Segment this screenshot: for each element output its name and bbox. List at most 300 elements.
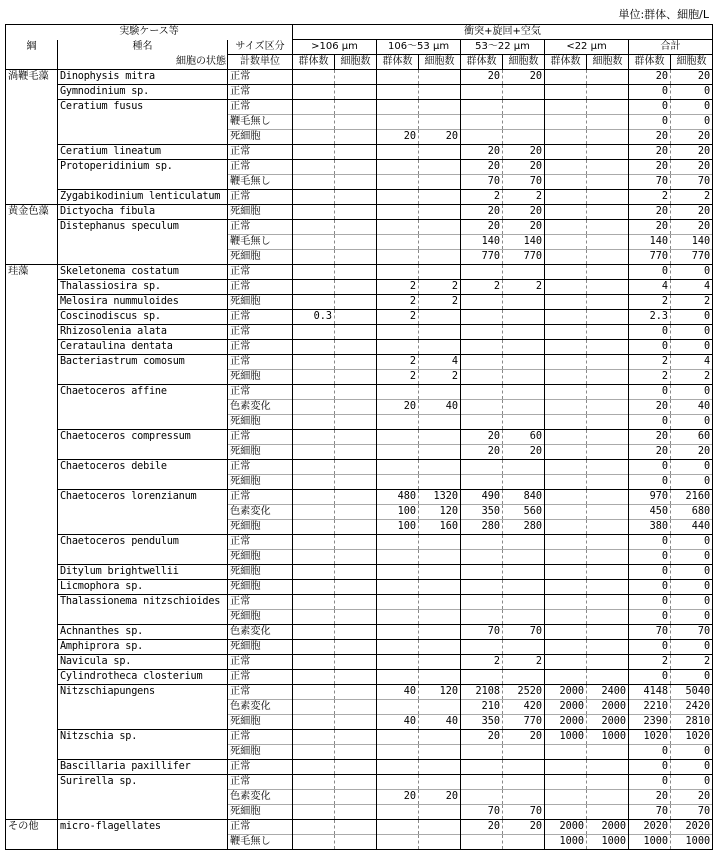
colonies-cell xyxy=(545,565,587,580)
class-cell xyxy=(6,400,58,415)
colonies-cell xyxy=(293,220,335,235)
table-row xyxy=(6,820,713,835)
cells-cell xyxy=(419,760,461,775)
colonies-cell: 70 xyxy=(629,805,671,820)
species-cell: Cylindrotheca closterium xyxy=(58,670,228,685)
cells-cell: 1000 xyxy=(671,835,713,850)
colonies-cell: 20 xyxy=(461,145,503,160)
class-cell xyxy=(6,385,58,400)
species-cell: Cerataulina dentata xyxy=(58,340,228,355)
colonies-cell: 2 xyxy=(629,370,671,385)
colonies-cell xyxy=(377,100,419,115)
table-row xyxy=(6,805,713,820)
cells-cell: 70 xyxy=(671,805,713,820)
class-cell xyxy=(6,655,58,670)
colonies-cell xyxy=(461,775,503,790)
colonies-cell: 0 xyxy=(629,775,671,790)
state-cell: 死細胞 xyxy=(228,610,293,625)
colonies-cell xyxy=(545,790,587,805)
table-row xyxy=(6,565,713,580)
colonies-cell xyxy=(377,85,419,100)
colonies-cell xyxy=(377,550,419,565)
table-row xyxy=(6,295,713,310)
colonies-cell xyxy=(377,475,419,490)
cells-cell: 2000 xyxy=(587,700,629,715)
colonies-cell xyxy=(461,295,503,310)
cells-cell: 0 xyxy=(671,760,713,775)
colonies-cell xyxy=(293,805,335,820)
colonies-cell xyxy=(377,115,419,130)
colonies-cell xyxy=(377,565,419,580)
cells-cell: 0 xyxy=(671,340,713,355)
colonies-cell xyxy=(293,655,335,670)
class-cell xyxy=(6,280,58,295)
species-cell xyxy=(58,415,228,430)
colonies-cell xyxy=(545,235,587,250)
colonies-cell xyxy=(461,670,503,685)
cells-cell xyxy=(419,205,461,220)
cells-cell xyxy=(503,460,545,475)
state-cell: 正常 xyxy=(228,655,293,670)
colonies-cell: 20 xyxy=(461,205,503,220)
class-cell xyxy=(6,415,58,430)
species-cell: Chaetoceros debile xyxy=(58,460,228,475)
colonies-cell: 350 xyxy=(461,505,503,520)
cells-cell xyxy=(335,160,377,175)
cells-cell: 20 xyxy=(671,790,713,805)
colonies-cell xyxy=(545,115,587,130)
cells-cell xyxy=(419,85,461,100)
cells-cell xyxy=(419,580,461,595)
cells-cell: 20 xyxy=(671,70,713,85)
colonies-cell xyxy=(293,760,335,775)
cells-cell xyxy=(587,355,629,370)
colonies-header: 群体数 xyxy=(293,55,335,70)
table-row xyxy=(6,190,713,205)
colonies-cell xyxy=(293,385,335,400)
colonies-cell: 2 xyxy=(377,370,419,385)
species-cell: Navicula sp. xyxy=(58,655,228,670)
cells-header: 細胞数 xyxy=(335,55,377,70)
colonies-cell: 0 xyxy=(629,460,671,475)
cells-cell xyxy=(335,355,377,370)
colonies-cell xyxy=(377,535,419,550)
cells-cell xyxy=(503,400,545,415)
colonies-cell xyxy=(461,85,503,100)
cells-cell: 2 xyxy=(671,190,713,205)
colonies-cell xyxy=(293,790,335,805)
species-cell: Chaetoceros lorenzianum xyxy=(58,490,228,505)
colonies-cell xyxy=(293,775,335,790)
cells-cell xyxy=(503,85,545,100)
cells-cell xyxy=(503,415,545,430)
table-row xyxy=(6,520,713,535)
colonies-cell xyxy=(545,745,587,760)
colonies-cell xyxy=(545,355,587,370)
colonies-cell xyxy=(293,325,335,340)
colonies-cell: 20 xyxy=(629,130,671,145)
species-cell xyxy=(58,805,228,820)
table-row xyxy=(6,580,713,595)
species-cell: Thalassiosira sp. xyxy=(58,280,228,295)
cells-cell xyxy=(503,340,545,355)
species-cell: Ceratium lineatum xyxy=(58,145,228,160)
cells-cell: 1020 xyxy=(671,730,713,745)
colonies-cell xyxy=(545,595,587,610)
cells-cell xyxy=(587,130,629,145)
colonies-cell xyxy=(293,340,335,355)
cells-cell: 770 xyxy=(503,715,545,730)
table-row xyxy=(6,835,713,850)
colonies-cell xyxy=(377,235,419,250)
colonies-cell xyxy=(293,565,335,580)
class-cell xyxy=(6,145,58,160)
table-row xyxy=(6,550,713,565)
state-cell: 正常 xyxy=(228,730,293,745)
cells-cell: 0 xyxy=(671,565,713,580)
colonies-cell: 490 xyxy=(461,490,503,505)
cells-cell xyxy=(335,730,377,745)
table-row xyxy=(6,310,713,325)
table-row xyxy=(6,385,713,400)
colonies-cell xyxy=(377,730,419,745)
species-cell xyxy=(58,400,228,415)
cells-cell xyxy=(503,265,545,280)
cells-cell: 0 xyxy=(671,310,713,325)
cells-cell: 20 xyxy=(503,145,545,160)
species-cell: Chaetoceros compressum xyxy=(58,430,228,445)
colonies-cell xyxy=(545,310,587,325)
class-cell xyxy=(6,310,58,325)
class-cell xyxy=(6,640,58,655)
cells-cell xyxy=(503,130,545,145)
cells-cell xyxy=(503,535,545,550)
colonies-cell: 0 xyxy=(629,580,671,595)
cells-cell xyxy=(419,595,461,610)
cells-cell xyxy=(335,295,377,310)
colonies-cell xyxy=(293,460,335,475)
colonies-cell xyxy=(461,550,503,565)
table-row xyxy=(6,685,713,700)
cells-cell xyxy=(335,520,377,535)
table-row xyxy=(6,640,713,655)
table-row xyxy=(6,130,713,145)
state-cell: 色素変化 xyxy=(228,505,293,520)
colonies-cell xyxy=(293,70,335,85)
colonies-cell: 20 xyxy=(629,145,671,160)
table-row xyxy=(6,490,713,505)
cells-cell xyxy=(587,250,629,265)
colonies-cell xyxy=(545,370,587,385)
cells-cell: 2020 xyxy=(671,820,713,835)
species-cell xyxy=(58,715,228,730)
class-cell xyxy=(6,100,58,115)
colonies-cell: 70 xyxy=(461,805,503,820)
state-cell: 鞭毛無し xyxy=(228,235,293,250)
cells-cell: 20 xyxy=(503,160,545,175)
cells-cell: 840 xyxy=(503,490,545,505)
colonies-cell xyxy=(461,790,503,805)
cells-cell xyxy=(503,325,545,340)
class-cell xyxy=(6,760,58,775)
state-cell: 正常 xyxy=(228,760,293,775)
colonies-cell: 2108 xyxy=(461,685,503,700)
table-row xyxy=(6,265,713,280)
species-header: 種名 xyxy=(58,40,228,55)
cells-cell xyxy=(587,550,629,565)
cells-cell: 2420 xyxy=(671,700,713,715)
class-cell xyxy=(6,160,58,175)
species-cell xyxy=(58,745,228,760)
table-row xyxy=(6,430,713,445)
colonies-header: 群体数 xyxy=(629,55,671,70)
cells-cell xyxy=(503,580,545,595)
colonies-cell xyxy=(377,610,419,625)
cells-cell xyxy=(419,325,461,340)
cells-cell: 70 xyxy=(503,625,545,640)
colonies-cell xyxy=(377,805,419,820)
cells-cell xyxy=(335,610,377,625)
cells-cell: 20 xyxy=(503,220,545,235)
cells-cell xyxy=(335,85,377,100)
state-cell: 正常 xyxy=(228,100,293,115)
cells-cell xyxy=(503,385,545,400)
colonies-cell: 450 xyxy=(629,505,671,520)
colonies-cell: 70 xyxy=(461,175,503,190)
table-row xyxy=(6,70,713,85)
cells-cell xyxy=(335,370,377,385)
colonies-cell xyxy=(377,745,419,760)
cells-cell: 60 xyxy=(503,430,545,445)
table-row xyxy=(6,535,713,550)
cells-cell xyxy=(419,265,461,280)
cells-cell xyxy=(335,670,377,685)
cells-cell: 0 xyxy=(671,535,713,550)
species-cell xyxy=(58,610,228,625)
species-cell xyxy=(58,520,228,535)
class-cell xyxy=(6,190,58,205)
phytoplankton-table xyxy=(5,24,713,850)
cells-cell xyxy=(503,835,545,850)
colonies-cell xyxy=(293,745,335,760)
species-cell: Distephanus speculum xyxy=(58,220,228,235)
state-cell: 正常 xyxy=(228,160,293,175)
cells-cell xyxy=(419,640,461,655)
class-cell: 渦鞭毛藻 xyxy=(6,70,58,85)
class-cell xyxy=(6,565,58,580)
cells-cell xyxy=(335,475,377,490)
colonies-cell xyxy=(461,760,503,775)
colonies-cell xyxy=(545,580,587,595)
cells-cell xyxy=(587,145,629,160)
class-cell xyxy=(6,250,58,265)
cells-cell xyxy=(587,370,629,385)
cells-cell xyxy=(335,100,377,115)
cells-cell: 0 xyxy=(671,580,713,595)
table-row xyxy=(6,595,713,610)
colonies-cell xyxy=(545,190,587,205)
class-cell xyxy=(6,115,58,130)
cells-cell xyxy=(335,70,377,85)
species-cell xyxy=(58,475,228,490)
species-cell: Dictyocha fibula xyxy=(58,205,228,220)
class-cell xyxy=(6,220,58,235)
state-cell: 正常 xyxy=(228,595,293,610)
colonies-cell: 0 xyxy=(629,325,671,340)
class-cell xyxy=(6,130,58,145)
colonies-cell xyxy=(461,835,503,850)
cells-cell: 0 xyxy=(671,385,713,400)
colonies-cell xyxy=(545,445,587,460)
colonies-cell xyxy=(545,610,587,625)
cells-cell: 60 xyxy=(671,430,713,445)
cells-cell xyxy=(587,460,629,475)
colonies-cell: 20 xyxy=(461,70,503,85)
colonies-cell: 2 xyxy=(377,355,419,370)
cells-cell xyxy=(587,70,629,85)
colonies-cell xyxy=(293,610,335,625)
state-cell: 色素変化 xyxy=(228,700,293,715)
colonies-cell xyxy=(545,400,587,415)
colonies-cell: 0 xyxy=(629,760,671,775)
cells-cell xyxy=(335,835,377,850)
class-cell xyxy=(6,745,58,760)
colonies-header: 群体数 xyxy=(377,55,419,70)
cells-cell xyxy=(503,640,545,655)
cells-header: 細胞数 xyxy=(671,55,713,70)
cells-cell: 160 xyxy=(419,520,461,535)
species-cell: Coscinodiscus sp. xyxy=(58,310,228,325)
colonies-cell xyxy=(545,205,587,220)
colonies-cell xyxy=(461,355,503,370)
colonies-cell xyxy=(293,520,335,535)
cells-cell xyxy=(419,70,461,85)
cells-cell xyxy=(587,175,629,190)
colonies-cell: 380 xyxy=(629,520,671,535)
colonies-cell xyxy=(377,580,419,595)
state-cell: 正常 xyxy=(228,355,293,370)
species-cell: Ditylum brightwellii xyxy=(58,565,228,580)
table-row xyxy=(6,505,713,520)
colonies-cell xyxy=(377,445,419,460)
colonies-cell xyxy=(461,640,503,655)
colonies-cell: 2 xyxy=(629,355,671,370)
cells-cell xyxy=(419,535,461,550)
colonies-cell xyxy=(293,190,335,205)
class-cell xyxy=(6,460,58,475)
species-cell xyxy=(58,370,228,385)
state-cell: 死細胞 xyxy=(228,295,293,310)
class-cell xyxy=(6,340,58,355)
cells-cell xyxy=(335,580,377,595)
cells-cell: 770 xyxy=(503,250,545,265)
cells-cell xyxy=(419,820,461,835)
colonies-cell xyxy=(545,145,587,160)
cells-cell xyxy=(335,280,377,295)
cells-cell: 1000 xyxy=(587,730,629,745)
colonies-cell xyxy=(461,115,503,130)
state-cell: 鞭毛無し xyxy=(228,835,293,850)
cells-cell xyxy=(587,385,629,400)
state-cell: 正常 xyxy=(228,670,293,685)
colonies-cell xyxy=(293,415,335,430)
colonies-cell xyxy=(293,355,335,370)
species-cell xyxy=(58,505,228,520)
table-row xyxy=(6,220,713,235)
cells-cell xyxy=(335,175,377,190)
colonies-cell xyxy=(545,640,587,655)
class-cell xyxy=(6,580,58,595)
table-row xyxy=(6,760,713,775)
cells-cell xyxy=(335,145,377,160)
cells-cell xyxy=(587,775,629,790)
size-col-3: 53～22 μm xyxy=(461,40,545,55)
colonies-cell: 20 xyxy=(461,445,503,460)
colonies-cell xyxy=(377,325,419,340)
cells-cell xyxy=(503,565,545,580)
species-cell: Gymnodinium sp. xyxy=(58,85,228,100)
cells-cell xyxy=(587,745,629,760)
cells-cell xyxy=(419,610,461,625)
colonies-cell: 2000 xyxy=(545,700,587,715)
class-cell xyxy=(6,835,58,850)
species-cell: Bacteriastrum comosum xyxy=(58,355,228,370)
colonies-cell: 0 xyxy=(629,415,671,430)
species-cell: Surirella sp. xyxy=(58,775,228,790)
colonies-cell xyxy=(293,250,335,265)
colonies-cell xyxy=(545,625,587,640)
cells-cell: 120 xyxy=(419,505,461,520)
cells-cell: 0 xyxy=(671,115,713,130)
cells-cell xyxy=(419,235,461,250)
cells-cell xyxy=(587,220,629,235)
cells-cell xyxy=(419,385,461,400)
colonies-cell: 0 xyxy=(629,85,671,100)
colonies-cell: 20 xyxy=(629,220,671,235)
cells-cell: 420 xyxy=(503,700,545,715)
cells-cell xyxy=(587,265,629,280)
treatment-header: 衝突+旋回+空気 xyxy=(293,25,713,40)
colonies-cell xyxy=(293,580,335,595)
colonies-cell xyxy=(293,145,335,160)
species-cell xyxy=(58,115,228,130)
cells-cell: 20 xyxy=(671,160,713,175)
state-cell: 正常 xyxy=(228,685,293,700)
cells-cell xyxy=(419,190,461,205)
colonies-cell xyxy=(461,580,503,595)
cells-cell: 140 xyxy=(503,235,545,250)
state-cell: 正常 xyxy=(228,490,293,505)
cells-cell xyxy=(587,580,629,595)
colonies-cell: 2 xyxy=(461,655,503,670)
colonies-cell xyxy=(377,460,419,475)
class-cell xyxy=(6,175,58,190)
colonies-cell xyxy=(293,490,335,505)
cells-cell: 0 xyxy=(671,325,713,340)
colonies-cell: 480 xyxy=(377,490,419,505)
colonies-cell xyxy=(377,820,419,835)
species-cell: Bascillaria paxillifer xyxy=(58,760,228,775)
cells-cell xyxy=(419,415,461,430)
state-cell: 死細胞 xyxy=(228,370,293,385)
species-cell: Zygabikodinium lenticulatum xyxy=(58,190,228,205)
colonies-cell: 40 xyxy=(377,685,419,700)
state-cell: 正常 xyxy=(228,265,293,280)
colonies-cell: 2 xyxy=(377,295,419,310)
state-cell: 死細胞 xyxy=(228,130,293,145)
colonies-cell: 1020 xyxy=(629,730,671,745)
colonies-cell: 0 xyxy=(629,565,671,580)
